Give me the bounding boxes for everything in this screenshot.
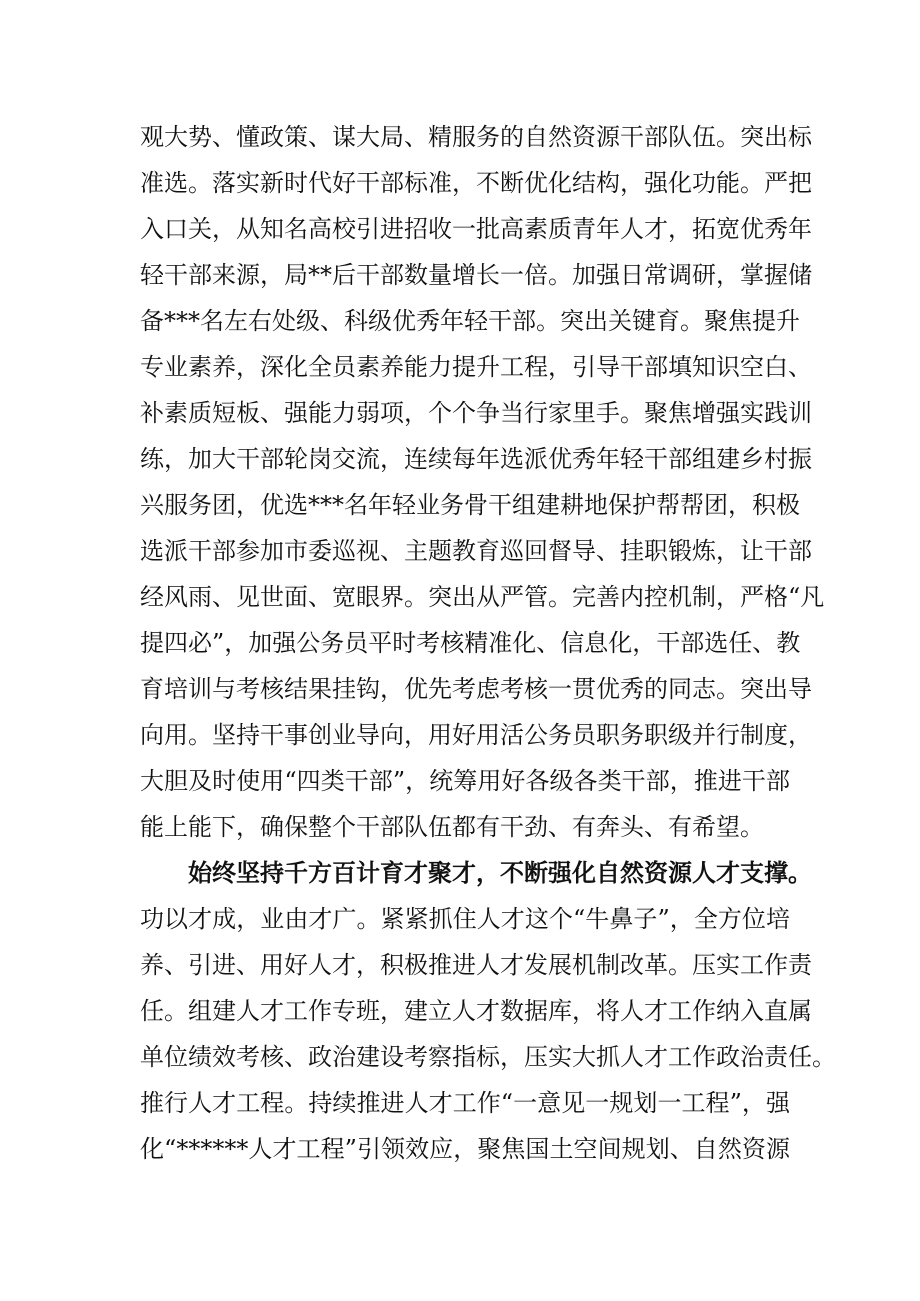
text-line: 向用。坚持干事创业导向，用好用活公务员职务职级并行制度， — [140, 721, 812, 749]
text-line: 任。组建人才工作专班，建立人才数据库，将人才工作纳入直属 — [140, 997, 812, 1025]
text-line: 提四必”，加强公务员平时考核精准化、信息化，干部选任、教 — [140, 629, 801, 657]
text-line: 经风雨、见世面、宽眼界。突出从严管。完善内控机制，严格“凡 — [140, 583, 825, 611]
text-line: 养、引进、用好人才，积极推进人才发展机制改革。压实工作责 — [140, 951, 812, 979]
text-line: 观大势、懂政策、谋大局、精服务的自然资源干部队伍。突出标 — [140, 123, 812, 151]
text-line: 备***名左右处级、科级优秀年轻干部。突出关键育。聚焦提升 — [140, 307, 800, 335]
section-heading: 始终坚持千方百计育才聚才，不断强化自然资源人才支撑。 — [188, 858, 812, 887]
body-text — [140, 114, 836, 1172]
text-line: 专业素养，深化全员素养能力提升工程，引导干部填知识空白、 — [140, 353, 812, 381]
text-line: 兴服务团，优选***名年轻业务骨干组建耕地保护帮帮团，积极 — [140, 491, 800, 519]
text-line: 单位绩效考核、政治建设考察指标，压实大抓人才工作政治责任。 — [140, 1043, 836, 1071]
text-line: 练，加大干部轮岗交流，连续每年选派优秀年轻干部组建乡村振 — [140, 445, 812, 473]
text-line: 选派干部参加市委巡视、主题教育巡回督导、挂职锻炼，让干部 — [140, 537, 812, 565]
text-line: 育培训与考核结果挂钩，优先考虑考核一贯优秀的同志。突出导 — [140, 675, 812, 703]
text-line: 轻干部来源，局**后干部数量增长一倍。加强日常调研，掌握储 — [140, 261, 812, 289]
text-line: 补素质短板、强能力弱项，个个争当行家里手。聚焦增强实践训 — [140, 399, 812, 427]
text-line: 大胆及时使用“四类干部”，统筹用好各级各类干部，推进干部 — [140, 767, 790, 795]
text-line: 化“******人才工程”引领效应，聚焦国土空间规划、自然资源 — [140, 1135, 790, 1163]
text-line: 能上能下，确保整个干部队伍都有干劲、有奔头、有希望。 — [140, 813, 764, 841]
text-line: 入口关，从知名高校引进招收一批高素质青年人才，拓宽优秀年 — [140, 215, 812, 243]
text-line: 推行人才工程。持续推进人才工作“一意见一规划一工程”，强 — [140, 1089, 790, 1117]
text-line: 准选。落实新时代好干部标准，不断优化结构，强化功能。严把 — [140, 169, 812, 197]
text-line: 功以才成，业由才广。紧紧抓住人才这个“牛鼻子”，全方位培 — [140, 905, 790, 933]
